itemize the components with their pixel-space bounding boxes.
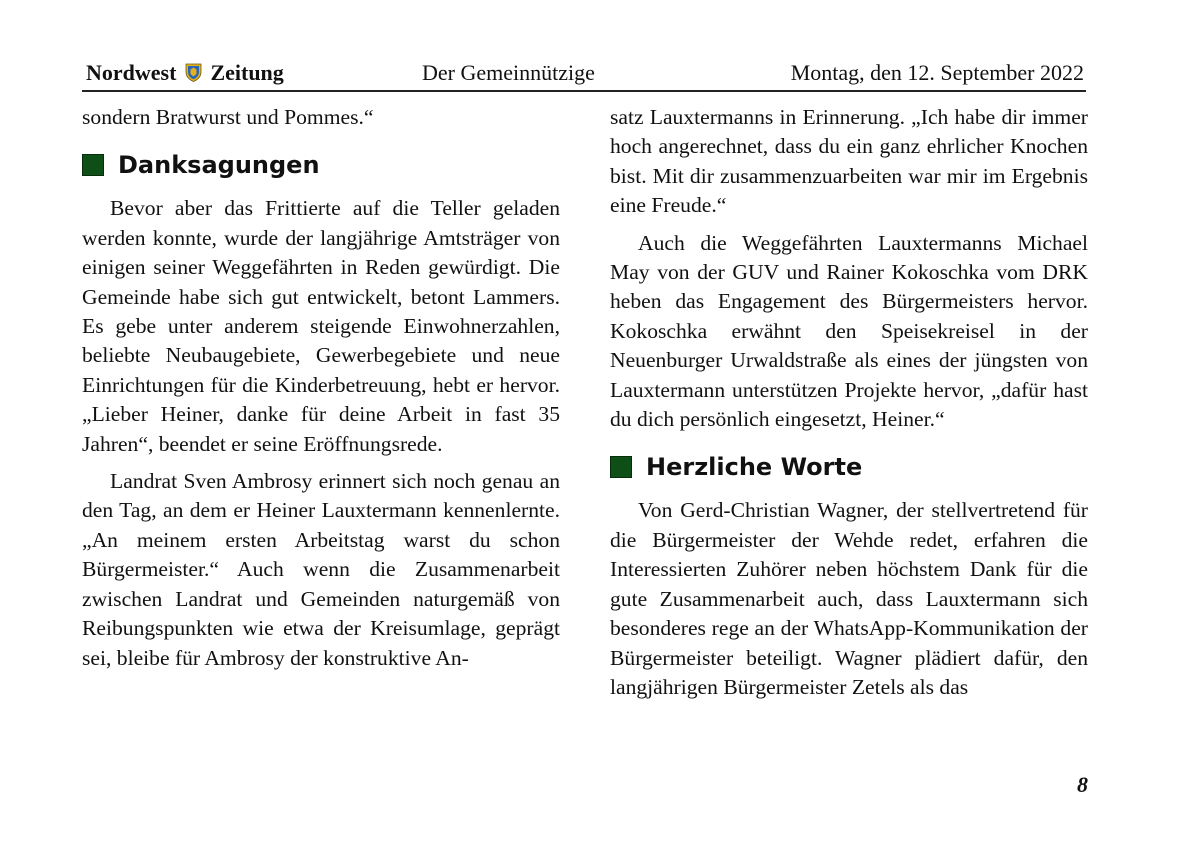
section-heading-herzliche-worte [610,452,1088,482]
paragraph: Landrat Sven Ambrosy erinnert sich noch genau an den Tag, an dem er Heiner Lauxtermann kennenlernte. „An meinem ersten Arbeitstag warst du schon Bürgermeister.“ Auch wenn die Zusammenarbeit zwischen Landrat und Gemeinden naturgemäß von Reibungspunkten wie etwa der Kreisumlage, geprägt sei, bleibe für Ambrosy der konstruktive An- [82,469,560,670]
heading-square-icon [610,456,632,478]
section-title: Der Gemeinnützige [422,60,595,85]
left-column [82,103,560,673]
coat-of-arms-icon [185,62,202,81]
heading-text: Herzliche Worte [646,453,863,482]
newspaper-name-part1: Nordwest [86,60,177,85]
newspaper-name-part2: Zeitung [210,60,284,85]
heading-square-icon [82,154,104,176]
page-header [82,58,1086,92]
heading-text: Danksagungen [118,151,320,180]
paragraph: Von Gerd-Christian Wagner, der stellvertretend für die Bürgermeister der Wehde redet, erfahren die Interessierten Zuhörer neben höchstem Dank für die gute Zusammenarbeit auch, dass Lauxtermann sich besonderes rege an der WhatsApp-Kommunikation der Bürgermeister beteiligt. Wagner plädiert dafür, den langjährigen Bürgermeister Zetels als das [610,498,1088,699]
paragraph: Auch die Weggefährten Lauxtermanns Michael May von der GUV und Rainer Kokoschka vom DRK heben das Engagement des Bürgermeisters hervor. Kokoschka erwähnt den Speisekreisel in der Neuenburger Urwaldstraße als eines der jüngsten von Lauxtermann unterstützen Projekte hervor, „dafür hast du dich persönlich eingesetzt, Heiner.“ [610,230,1088,432]
issue-date: Montag, den 12. September 2022 [790,60,1084,85]
paragraph: Bevor aber das Frittierte auf die Teller geladen werden konnte, wurde der langjährige Amtsträger von einigen seiner Weggefährten in Reden gewürdigt. Die Gemeinde habe sich gut entwickelt, betont Lammers. Es gebe unter anderem steigende Einwohnerzahlen, beliebte Neubaugebiete, Gewerbegebiete und neue Einrichtungen für die Kinderbetreuung, hebt er hervor. „Lieber Heiner, danke für deine Arbeit in fast 35 Jahren“, beendet er seine Eröffnungsrede. [82,196,560,456]
newspaper-name [86,60,284,86]
section-heading-danksagungen [82,150,560,180]
paragraph-continued: satz Lauxtermanns in Erinnerung. „Ich habe dir immer hoch angerechnet, dass du ein ganz ehrlicher Knochen bist. Mit dir zusammenzuarbeiten war mir im Ergebnis eine Freude.“ [610,105,1088,218]
paragraph-continued: sondern Bratwurst und Pommes.“ [82,105,374,129]
page-number: 8 [1077,772,1088,797]
right-column [610,103,1088,702]
